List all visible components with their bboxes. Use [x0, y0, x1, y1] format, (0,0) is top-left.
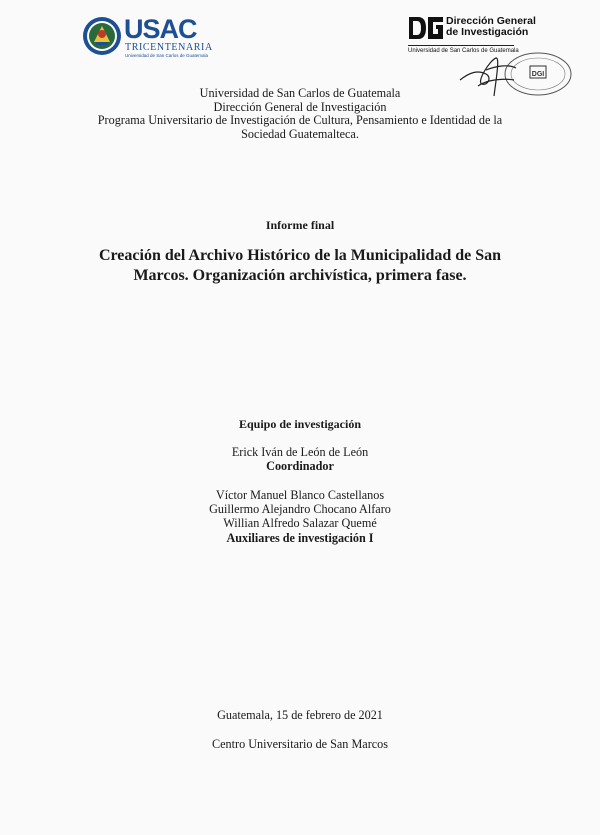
usac-logo [82, 14, 213, 60]
dgi-title-line1: Dirección General [446, 15, 536, 27]
assistants-list [0, 488, 600, 531]
dgi-divider [408, 45, 514, 46]
dgi-title-line2: de Investigación [446, 26, 529, 38]
report-title-text: Creación del Archivo Histórico de la Municipalidad de San Marcos. Organización archivística, primera fase. [98, 247, 502, 284]
team-heading: Equipo de investigación [238, 417, 362, 431]
institution-program: Programa Universitario de Investigación de Cultura, Pensamiento e Identidad de la Sociedad Guatemalteca. [97, 113, 503, 141]
usac-tagline: Universidad de San Carlos de Guatemala [125, 53, 209, 58]
date-line: Guatemala, 15 de febrero de 2021 [217, 708, 383, 722]
institution-directorate: Dirección General de Investigación [213, 99, 387, 114]
stamp-label: DGI [531, 71, 545, 78]
assistant-name: Guillermo Alejandro Chocano Alfaro [209, 502, 391, 517]
report-title [0, 246, 600, 286]
dgi-university: Universidad de San Carlos de Guatemala [408, 48, 519, 54]
coordinator-role: Coordinador [266, 459, 334, 473]
dgi-mark-icon [408, 15, 444, 41]
usac-wordmark: USAC [124, 14, 197, 44]
coordinator-name: Erick Iván de León de León [231, 445, 369, 459]
usac-seal-icon [82, 14, 122, 58]
assistant-name: Víctor Manuel Blanco Castellanos [215, 488, 385, 502]
assistant-name: Willian Alfredo Salazar Quemé [223, 516, 377, 531]
usac-subtitle: TRICENTENARIA [125, 42, 213, 53]
university-center: Centro Universitario de San Marcos [212, 737, 388, 751]
institution-block [0, 87, 600, 141]
assistants-role: Auxiliares de investigación I [226, 531, 374, 545]
report-label: Informe final [265, 218, 335, 232]
dgi-title [446, 16, 536, 38]
institution-university: Universidad de San Carlos de Guatemala [199, 86, 401, 100]
